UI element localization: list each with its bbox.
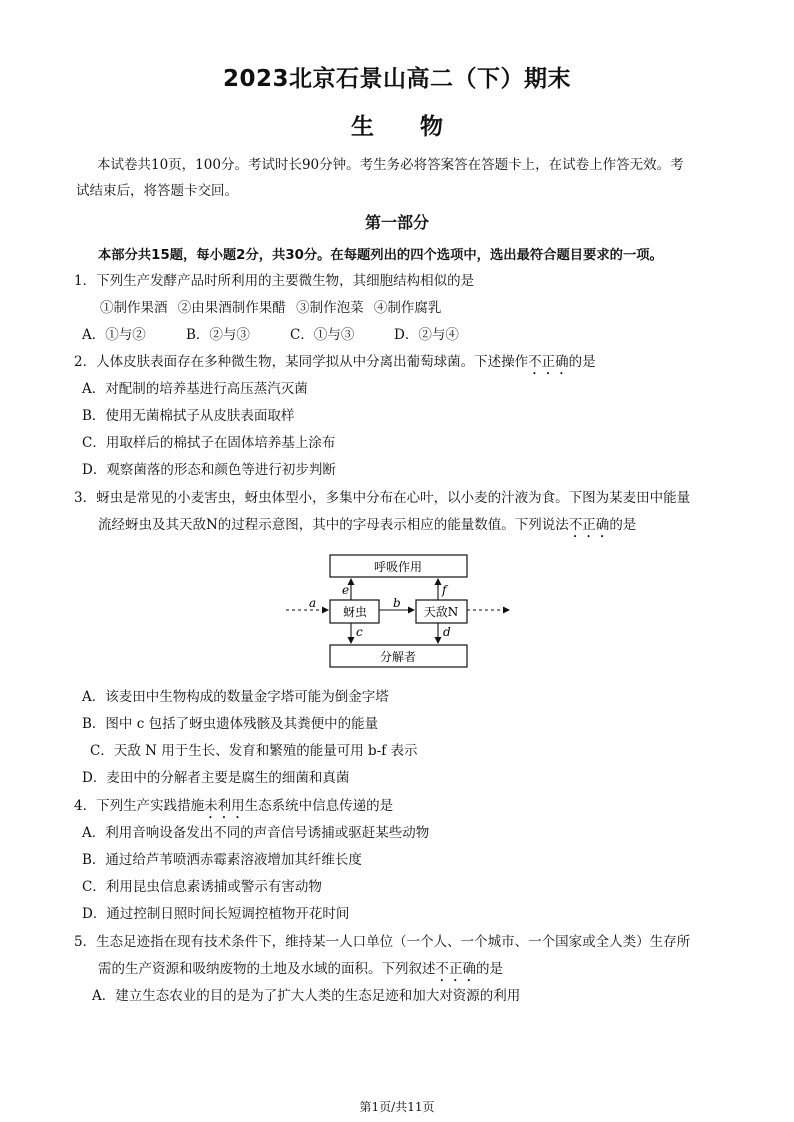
q3-stem-emphasis: 不正确 [568,517,610,533]
aphid-label: 蚜虫 [342,605,368,619]
q5-stem-line-1: 5．生态足迹指在现有技术条件下，维持某一人口单位（一个人、一个城市、一个国家或全人类）生存所 [74,934,691,950]
decomposer-label: 分解者 [379,650,417,664]
q1-stem: 1．下列生产发酵产品时所利用的主要微生物，其细胞结构相似的是 [74,273,475,289]
q2-option-c: C．用取样后的棉拭子在固体培养基上涂布 [82,435,336,451]
q2-option-a: A．对配制的培养基进行高压蒸汽灭菌 [82,381,308,397]
q4-stem-pre: 4．下列生产实践措施 [74,798,205,814]
q1-option-b: B．②与③ [186,327,250,343]
q2-stem [74,352,596,378]
q5-option-a: A．建立生态农业的目的是为了扩大人类的生态足迹和加大对资源的利用 [92,988,521,1004]
label-a: a [309,596,317,610]
q1-option-c: C．①与③ [290,327,355,343]
q1-option-a: A．①与② [82,327,146,343]
q5-stem-post: 的是 [476,961,503,977]
q2-option-d: D．观察菌落的形态和颜色等进行初步判断 [82,462,336,478]
q1-option-d: D．②与④ [394,327,459,343]
page-footer: 第1页/共11页 [359,1100,435,1114]
part-instruction: 本部分共15题，每小题2分，共30分。在每题列出的四个选项中，选出最符合题目要求的一项。 [98,248,663,263]
q4-option-d: D．通过控制日照时间长短调控植物开花时间 [82,906,350,922]
label-b: b [393,596,401,610]
q3-stem-pre: 流经蚜虫及其天敌N的过程示意图，其中的字母表示相应的能量数值。下列说法 [98,517,569,533]
q4-option-b: B．通过给芦苇喷洒赤霉素溶液增加其纤维长度 [82,852,362,868]
q3-option-d: D．麦田中的分解者主要是腐生的细菌和真菌 [82,770,350,786]
intro-line-1: 本试卷共10页，100分。考试时长90分钟。考生务必将答案答在答题卡上，在试卷上作答无效。考 [97,157,684,173]
label-f: f [442,583,447,597]
q4-stem [74,796,393,822]
q4-option-a: A．利用音响设备发出不同的声音信号诱捕或驱赶某些动物 [82,825,430,841]
q3-option-c: C．天敌 N 用于生长、发育和繁殖的能量可用 b-f 表示 [90,743,418,759]
q3-stem-post: 的是 [609,517,637,533]
q1-items: ①制作果酒 ②由果酒制作果醋 ③制作泡菜 ④制作腐乳 [100,300,442,316]
subject-title [0,108,794,141]
q3-option-b: B．图中 c 包括了蚜虫遗体残骸及其粪便中的能量 [82,716,379,732]
part-title: 第一部分 [364,213,429,232]
q3-option-a: A．该麦田中生物构成的数量金字塔可能为倒金字塔 [82,689,389,705]
q5-stem-line-2 [98,959,503,985]
label-d: d [443,625,451,639]
q3-stem-line-2 [98,515,636,541]
q4-option-c: C．利用昆虫信息素诱捕或警示有害动物 [82,879,322,895]
q2-stem-pre: 2．人体皮肤表面存在多种微生物，某同学拟从中分离出葡萄球菌。下述操作 [74,354,529,370]
respiration-label: 呼吸作用 [373,560,423,574]
subject-char-2: 物 [420,114,443,140]
q5-stem-pre: 需的生产资源和吸纳废物的土地及水域的面积。下列叙述 [98,961,436,977]
exam-title: 2023北京石景山高二（下）期末 [222,66,571,92]
energy-flow-diagram [280,548,520,672]
q5-stem-emphasis: 不正确 [435,961,476,977]
q2-stem-post: 的是 [568,354,596,370]
q4-stem-post: 生态系统中信息传递的是 [244,798,394,814]
subject-char-1: 生 [351,114,374,140]
q2-option-b: B．使用无菌棉拭子从皮肤表面取样 [82,408,295,424]
q2-stem-emphasis: 不正确 [528,354,569,370]
q4-stem-emphasis: 未利用 [204,798,245,814]
label-e: e [342,583,350,597]
label-c: c [356,625,363,639]
enemy-label: 天敌N [423,605,459,619]
q3-stem-line-1: 3．蚜虫是常见的小麦害虫，蚜虫体型小，多集中分布在心叶，以小麦的汁液为食。下图为某麦田中能量 [74,490,691,506]
intro-line-2: 试结束后，将答题卡交回。 [76,183,238,199]
